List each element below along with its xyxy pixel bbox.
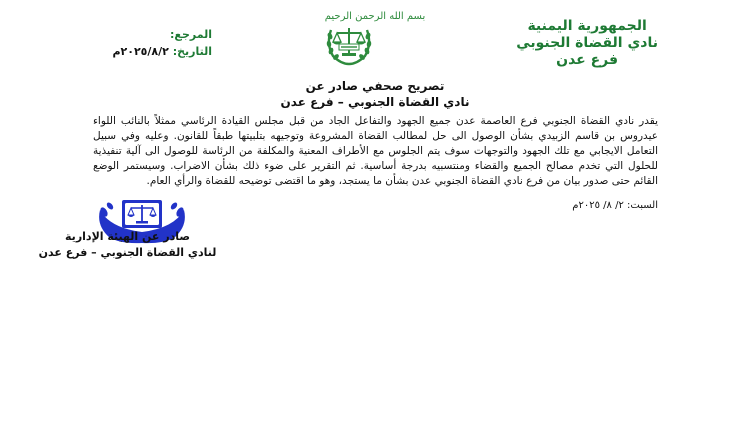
reference-label: المرجع:: [170, 28, 212, 41]
letterhead-line-club: نادي القضاة الجنوبي: [516, 35, 658, 51]
signature-line-2: لنادي القضاة الجنوبي – فرع عدن: [38, 246, 217, 259]
title-line-1: تصريح صحفي صادر عن: [305, 79, 445, 93]
date-label: التاريخ:: [172, 45, 212, 58]
basmala: بسم الله الرحمن الرحيم: [324, 11, 426, 22]
statement-body: يقدر نادي القضاة الجنوبي فرع العاصمة عدن جميع الجهود والتفاعل الجاد من قبل مجلس القيادة الرئاسي ممثلاً بالنائب اللواء عيدروس بن قاسم الزبيدي بشأن الوصول الى حل لمطالب القضاة المشروعة وتوجيهه بتلبيتها طبقاً للقانون. وعليه وفي سبيل التعامل الايجابي مع تلك الجهود والتوجهات سوف يتم الجلوس مع الأطراف المعنية والمكلفة من الرئاسة للوصول الى آلية تنفيذية للحلول التي تخدم مصالح الجميع والقضاء ومنتسبيه بدرجة أساسية. ثم التقرير على ضوء ذلك بشأن الاضراب. وسيستمر الوضع القائم حتى صدور بيان من فرع نادي القضاة الجنوبي عدن بشأن ما يستجد، وهو ما اقتضى توضيحه للقضاة والرأي العام.: [93, 115, 658, 187]
footer-date: السبت: ٢/ ٨/ ٢٠٢٥م: [572, 200, 658, 211]
letterhead-line-branch: فرع عدن: [556, 52, 619, 68]
document-title: [0, 78, 750, 110]
date-value: ٢٠٢٥/٨/٢م: [112, 45, 169, 58]
date-row: [62, 43, 212, 60]
signature-block: [0, 229, 255, 261]
letterhead-left: [62, 26, 212, 60]
title-line-2: نادي القضاة الجنوبي – فرع عدن: [280, 95, 470, 109]
signature-line-1: صادر عن الهيئة الإدارية: [65, 230, 190, 243]
scales-of-justice-wreath-icon: [323, 20, 375, 66]
letterhead-line-country: الجمهورية اليمنية: [527, 18, 647, 34]
letterhead-right: [516, 18, 658, 69]
